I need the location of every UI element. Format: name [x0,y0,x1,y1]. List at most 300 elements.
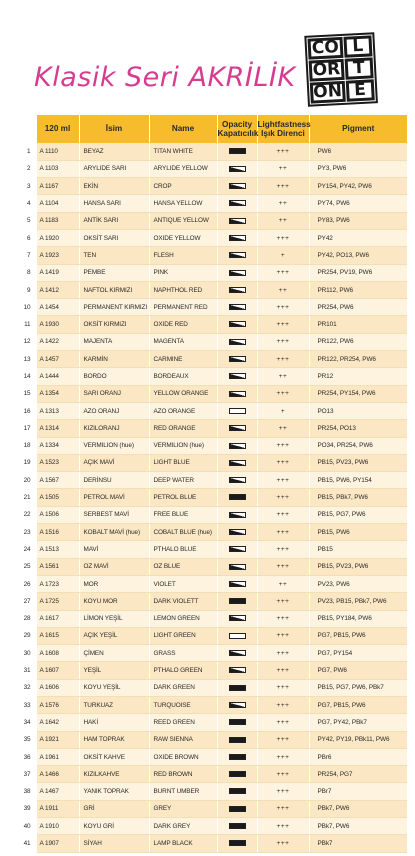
table-row [14,748,407,765]
opacity-cell [217,610,257,627]
pigment: PR254, PV19, PW6 [309,264,407,281]
product-code: A 1910 [36,818,79,835]
opacity-semi-icon [229,373,246,379]
row-number: 16 [14,402,36,419]
row-number: 5 [14,212,36,229]
row-number: 37 [14,766,36,783]
table-row [14,835,407,852]
row-number: 33 [14,697,36,714]
turkish-name: BORDO [79,368,149,385]
row-number: 19 [14,454,36,471]
row-number: 17 [14,420,36,437]
opacity-semi-icon [229,443,246,449]
opacity-cell [217,766,257,783]
opacity-cell [217,714,257,731]
product-code: A 1606 [36,679,79,696]
lightfastness: +++ [257,351,309,368]
turkish-name: AÇIK MAVİ [79,454,149,471]
opacity-semi-icon [229,356,246,362]
row-number: 6 [14,229,36,246]
lightfastness: +++ [257,541,309,558]
product-code: A 1506 [36,506,79,523]
turkish-name: PETROL MAVİ [79,489,149,506]
table-row [14,472,407,489]
english-name: LIGHT GREEN [149,627,217,644]
lightfastness: +++ [257,264,309,281]
pigment: PY74, PW6 [309,195,407,212]
table-row [14,195,407,212]
english-name: BORDEAUX [149,368,217,385]
row-number: 39 [14,800,36,817]
opacity-semi-icon [229,287,246,293]
table-row [14,541,407,558]
table-row [14,454,407,471]
header-lightfastness: Lightfastness Işık Direnci [257,115,309,143]
turkish-name: ARYLIDE SARI [79,160,149,177]
opacity-cell [217,402,257,419]
pigment: PY3, PW6 [309,160,407,177]
row-number: 9 [14,281,36,298]
pigment: PR254, PG7 [309,766,407,783]
opacity-semi-icon [229,391,246,397]
english-name: RED ORANGE [149,420,217,437]
table-body [14,143,407,852]
pigment: PR254, PY154, PW6 [309,385,407,402]
pigment: PB15, PG7, PW6, PBk7 [309,679,407,696]
opacity-opaque-icon [229,840,246,846]
lightfastness: +++ [257,679,309,696]
english-name: YELLOW ORANGE [149,385,217,402]
english-name: TURQUOISE [149,697,217,714]
turkish-name: ANTİK SARI [79,212,149,229]
row-number: 2 [14,160,36,177]
turkish-name: KOYU MOR [79,593,149,610]
english-name: CARMINE [149,351,217,368]
product-code: A 1334 [36,437,79,454]
lightfastness: +++ [257,524,309,541]
lightfastness: +++ [257,662,309,679]
opacity-semi-icon [229,477,246,483]
table-row [14,627,407,644]
table-row [14,800,407,817]
table-row [14,368,407,385]
english-name: PTHALO GREEN [149,662,217,679]
row-number: 27 [14,593,36,610]
lightfastness: +++ [257,333,309,350]
lightfastness: +++ [257,316,309,333]
opacity-opaque-icon [229,598,246,604]
product-code: A 1454 [36,299,79,316]
pigment: PB15, PV23, PW6 [309,558,407,575]
product-code: A 1921 [36,731,79,748]
opacity-cell [217,506,257,523]
product-code: A 1923 [36,247,79,264]
lightfastness: +++ [257,454,309,471]
turkish-name: OKSİT KAHVE [79,748,149,765]
lightfastness: +++ [257,593,309,610]
opacity-opaque-icon [229,754,246,760]
english-name: PTHALO BLUE [149,541,217,558]
row-number: 41 [14,835,36,852]
opacity-cell [217,454,257,471]
lightfastness: ++ [257,195,309,212]
row-number: 28 [14,610,36,627]
product-code: A 1313 [36,402,79,419]
row-number: 29 [14,627,36,644]
turkish-name: ÇİMEN [79,645,149,662]
header-opacity: Opacity Kapatıcılık [217,115,257,143]
header-code: 120 ml [36,115,79,143]
pigment: PBk7, PW6 [309,818,407,835]
opacity-cell [217,627,257,644]
opacity-semi-icon [229,339,246,345]
table-row [14,679,407,696]
lightfastness: +++ [257,610,309,627]
product-code: A 1110 [36,143,79,160]
lightfastness: ++ [257,368,309,385]
opacity-opaque-icon [229,806,246,812]
turkish-name: PERMANENT KIRMIZI [79,299,149,316]
english-name: CROP [149,178,217,195]
opacity-semi-icon [229,200,246,206]
opacity-semi-icon [229,460,246,466]
pigment: PB15, PV23, PW6 [309,454,407,471]
lightfastness: +++ [257,472,309,489]
english-name: OXIDE BROWN [149,748,217,765]
row-number: 22 [14,506,36,523]
product-code: A 1354 [36,385,79,402]
table-row [14,247,407,264]
product-code: A 1419 [36,264,79,281]
row-number: 4 [14,195,36,212]
row-number: 40 [14,818,36,835]
row-number: 35 [14,731,36,748]
row-number: 7 [14,247,36,264]
opacity-semi-icon [229,252,246,258]
opacity-semi-icon [229,667,246,673]
product-code: A 1466 [36,766,79,783]
english-name: AZO ORANGE [149,402,217,419]
colortone-logo [304,32,377,102]
table-row [14,714,407,731]
lightfastness: ++ [257,212,309,229]
row-number: 11 [14,316,36,333]
logo-grid [307,35,374,103]
product-code: A 1642 [36,714,79,731]
english-name: VIOLET [149,575,217,592]
lightfastness: +++ [257,731,309,748]
header-isim: İsim [79,115,149,143]
lightfastness: +++ [257,818,309,835]
header-pigment: Pigment [309,115,407,143]
table-row [14,316,407,333]
lightfastness: ++ [257,281,309,298]
opacity-cell [217,489,257,506]
opacity-cell [217,351,257,368]
opacity-semi-icon [229,304,246,310]
row-number: 8 [14,264,36,281]
product-code: A 1930 [36,316,79,333]
opacity-cell [217,818,257,835]
table-row [14,299,407,316]
opacity-semi-icon [229,581,246,587]
logo-letter: L [343,35,372,57]
opacity-cell [217,385,257,402]
lightfastness: +++ [257,506,309,523]
opacity-semi-icon [229,650,246,656]
turkish-name: MAVİ [79,541,149,558]
lightfastness: +++ [257,489,309,506]
row-number: 15 [14,385,36,402]
pigment: PB15, PW6 [309,524,407,541]
pigment: PG7, PW6 [309,662,407,679]
row-number: 14 [14,368,36,385]
opacity-cell [217,437,257,454]
table-row [14,178,407,195]
product-code: A 1567 [36,472,79,489]
product-code: A 1457 [36,351,79,368]
table-row [14,610,407,627]
pigment: PR112, PW6 [309,281,407,298]
row-number: 10 [14,299,36,316]
product-code: A 1422 [36,333,79,350]
row-number: 23 [14,524,36,541]
lightfastness: +++ [257,627,309,644]
turkish-name: TEN [79,247,149,264]
product-code: A 1617 [36,610,79,627]
product-code: A 1615 [36,627,79,644]
product-code: A 1723 [36,575,79,592]
turkish-name: HAKİ [79,714,149,731]
english-name: GREY [149,800,217,817]
english-name: OXIDE RED [149,316,217,333]
pigment: PB15 [309,541,407,558]
logo-letter: ON [310,81,346,104]
product-code: A 1576 [36,697,79,714]
opacity-opaque-icon [229,685,246,691]
lightfastness: +++ [257,714,309,731]
opacity-opaque-icon [229,719,246,725]
english-name: VERMILION (hue) [149,437,217,454]
paint-table-wrapper [14,115,407,853]
english-name: PERMANENT RED [149,299,217,316]
lightfastness: +++ [257,800,309,817]
english-name: DARK GREY [149,818,217,835]
product-code: A 1314 [36,420,79,437]
opacity-opaque-icon [229,788,246,794]
opacity-trans-icon [229,408,246,414]
product-code: A 1907 [36,835,79,852]
turkish-name: TURKUAZ [79,697,149,714]
opacity-opaque-icon [229,494,246,500]
opacity-cell [217,748,257,765]
english-name: BURNT UMBER [149,783,217,800]
opacity-cell [217,835,257,852]
turkish-name: OKSİT SARI [79,229,149,246]
row-number: 30 [14,645,36,662]
product-code: A 1167 [36,178,79,195]
row-number: 3 [14,178,36,195]
opacity-cell [217,264,257,281]
table-row [14,264,407,281]
english-name: LEMON GREEN [149,610,217,627]
pigment: PW6 [309,143,407,160]
row-number: 25 [14,558,36,575]
opacity-opaque-icon [229,148,246,154]
opacity-semi-icon [229,564,246,570]
opacity-semi-icon [229,321,246,327]
lightfastness: +++ [257,299,309,316]
pigment: PB15, PG7, PW6 [309,506,407,523]
opacity-cell [217,143,257,160]
row-number: 32 [14,679,36,696]
lightfastness: + [257,402,309,419]
product-code: A 1505 [36,489,79,506]
product-code: A 1961 [36,748,79,765]
opacity-semi-icon [229,425,246,431]
opacity-semi-icon [229,166,246,172]
row-number: 12 [14,333,36,350]
turkish-name: VERMILION (hue) [79,437,149,454]
turkish-name: AZO ORANJ [79,402,149,419]
turkish-name: PEMBE [79,264,149,281]
english-name: ARYLIDE YELLOW [149,160,217,177]
english-name: FREE BLUE [149,506,217,523]
table-row [14,697,407,714]
opacity-cell [217,333,257,350]
opacity-cell [217,731,257,748]
opacity-cell [217,178,257,195]
header-number [14,115,36,143]
lightfastness: +++ [257,437,309,454]
lightfastness: + [257,247,309,264]
table-row [14,229,407,246]
turkish-name: HAM TOPRAK [79,731,149,748]
lightfastness: +++ [257,178,309,195]
opacity-opaque-icon [229,771,246,777]
turkish-name: HANSA SARI [79,195,149,212]
turkish-name: EKİN [79,178,149,195]
english-name: HANSA YELLOW [149,195,217,212]
product-code: A 1104 [36,195,79,212]
opacity-cell [217,160,257,177]
pigment: PB15, PY184, PW6 [309,610,407,627]
lightfastness: +++ [257,835,309,852]
lightfastness: ++ [257,575,309,592]
lightfastness: +++ [257,645,309,662]
english-name: REED GREEN [149,714,217,731]
turkish-name: KIZILKAHVE [79,766,149,783]
pigment: PY42 [309,229,407,246]
opacity-cell [217,593,257,610]
english-name: RED BROWN [149,766,217,783]
turkish-name: YANIK TOPRAK [79,783,149,800]
opacity-cell [217,800,257,817]
row-number: 21 [14,489,36,506]
opacity-opaque-icon [229,823,246,829]
english-name: PINK [149,264,217,281]
opacity-cell [217,472,257,489]
table-row [14,731,407,748]
table-row [14,402,407,419]
english-name: DARK VIOLETT [149,593,217,610]
turkish-name: OKSİT KIRMIZI [79,316,149,333]
row-number: 34 [14,714,36,731]
product-code: A 1516 [36,524,79,541]
table-row [14,333,407,350]
english-name: NAPHTHOL RED [149,281,217,298]
english-name: FLESH [149,247,217,264]
row-number: 20 [14,472,36,489]
english-name: DARK GREEN [149,679,217,696]
table-row [14,281,407,298]
table-row [14,506,407,523]
row-number: 38 [14,783,36,800]
turkish-name: LİMON YEŞİL [79,610,149,627]
product-code: A 1103 [36,160,79,177]
table-row [14,524,407,541]
table-row [14,143,407,160]
product-code: A 1513 [36,541,79,558]
english-name: DEEP WATER [149,472,217,489]
pigment: PO13 [309,402,407,419]
row-number: 31 [14,662,36,679]
product-code: A 1467 [36,783,79,800]
opacity-trans-icon [229,633,246,639]
row-number: 24 [14,541,36,558]
table-row [14,818,407,835]
opacity-semi-icon [229,529,246,535]
opacity-semi-icon [229,235,246,241]
pigment: PV23, PW6 [309,575,407,592]
opacity-cell [217,247,257,264]
row-number: 1 [14,143,36,160]
pigment: PBr6 [309,748,407,765]
english-name: RAW SIENNA [149,731,217,748]
pigment: PY42, PO13, PW6 [309,247,407,264]
opacity-cell [217,697,257,714]
lightfastness: ++ [257,420,309,437]
pigment: PG7, PB15, PW6 [309,697,407,714]
table-row [14,489,407,506]
turkish-name: SİYAH [79,835,149,852]
row-number: 13 [14,351,36,368]
opacity-cell [217,229,257,246]
turkish-name: OZ MAVİ [79,558,149,575]
pigment: PBr7 [309,783,407,800]
english-name: MAGENTA [149,333,217,350]
product-code: A 1608 [36,645,79,662]
opacity-semi-icon [229,615,246,621]
table-row [14,645,407,662]
row-number: 26 [14,575,36,592]
turkish-name: KARMİN [79,351,149,368]
product-code: A 1523 [36,454,79,471]
english-name: ANTIQUE YELLOW [149,212,217,229]
pigment: PB15, PW6, PY154 [309,472,407,489]
product-code: A 1412 [36,281,79,298]
table-row [14,160,407,177]
opacity-cell [217,368,257,385]
turkish-name: NAFTOL KIRMIZI [79,281,149,298]
opacity-semi-icon [229,546,246,552]
table-header-row [14,115,407,143]
pigment: PG7, PB15, PW6 [309,627,407,644]
opacity-cell [217,783,257,800]
product-code: A 1911 [36,800,79,817]
table-row [14,575,407,592]
opacity-cell [217,679,257,696]
